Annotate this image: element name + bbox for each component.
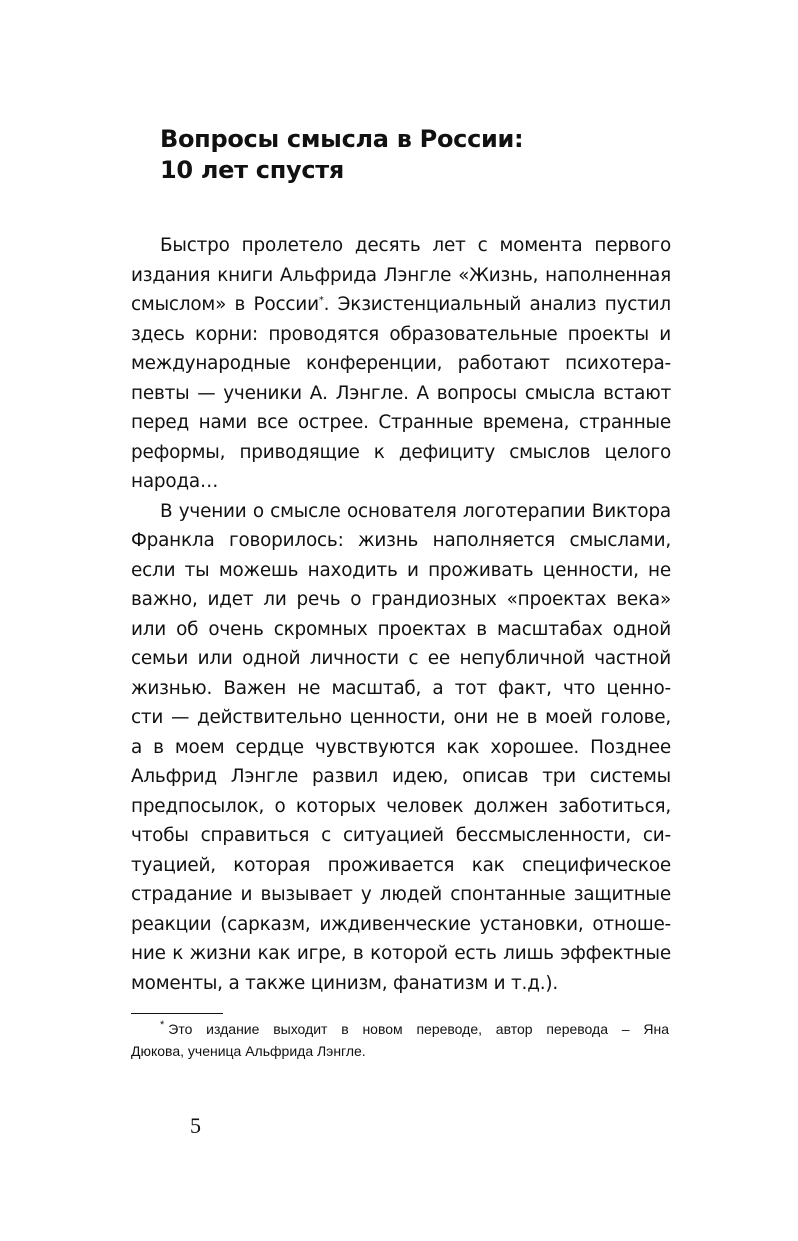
- text-line: если ты можешь находить и проживать ценности, не: [131, 559, 671, 581]
- text-line: или об очень скромных проектах в масштабах одной: [131, 618, 671, 640]
- footnote-text: Это издание выходит в новом переводе, автор перевода – Яна: [168, 1021, 669, 1037]
- text-line: жизнью. Важен не масштаб, а тот факт, что ценно-: [131, 677, 671, 699]
- text-line: международные конференции, работают психотера-: [131, 353, 671, 374]
- text-line: ние к жизни как игре, в которой есть лишь эффектные: [131, 943, 671, 964]
- chapter-body: [131, 231, 671, 998]
- text-line: реформы, приводящие к дефициту смыслов целого: [131, 441, 671, 463]
- text-line: сти — действительно ценности, они не в моей голове,: [131, 707, 671, 728]
- text-line: издания книги Альфрида Лэнгле «Жизнь, наполненная: [131, 264, 671, 286]
- footnote: [131, 1018, 669, 1062]
- footnote-marker: *: [160, 1019, 165, 1032]
- page-number: 5: [190, 1113, 201, 1138]
- text-line: Быстро пролетело десять лет с момента первого: [160, 235, 671, 256]
- footnote-line: Дюкова, ученица Альфрида Лэнгле.: [131, 1043, 366, 1059]
- text-line: семьи или одной личности с ее непубличной частной: [131, 648, 671, 669]
- text-line: а в моем сердце чувствуются как хорошее. Позднее: [131, 736, 671, 758]
- text-line: народа…: [131, 471, 219, 492]
- text-line: туацией, которая проживается как специфическое: [131, 854, 671, 876]
- footnote-line: [131, 1018, 669, 1040]
- paragraph-2: [131, 497, 671, 999]
- text-fragment: смыслом» в России: [131, 294, 319, 315]
- text-line: перед нами все острее. Странные времена, странные: [131, 412, 671, 433]
- text-line: певты — ученики А. Лэнгле. А вопросы смысла встают: [131, 382, 671, 404]
- text-line: важно, идет ли речь о грандиозных «проектах века»: [131, 589, 671, 610]
- text-line-with-footnote: [131, 290, 671, 320]
- text-line: Альфрид Лэнгле развил идею, описав три системы: [131, 766, 671, 787]
- text-line: здесь корни: проводятся образовательные проекты и: [131, 323, 671, 345]
- footnote-divider: [131, 1013, 223, 1014]
- text-line: страдание и вызывает у людей спонтанные защитные: [131, 884, 671, 905]
- text-line: реакции (сарказм, иждивенческие установки, отноше-: [131, 913, 671, 935]
- chapter-title-line: 10 лет спустя: [160, 156, 344, 184]
- chapter-title: [160, 124, 680, 186]
- text-fragment: . Экзистенциальный анализ пустил: [323, 294, 671, 315]
- text-line: предпосылок, о которых человек должен заботиться,: [131, 795, 671, 817]
- text-line: чтобы справиться с ситуацией бессмысленности, си-: [131, 825, 671, 846]
- footnote-reference: *: [318, 294, 324, 306]
- text-line: моменты, а также цинизм, фанатизм и т.д.).: [131, 972, 558, 994]
- chapter-title-line: Вопросы смысла в России:: [160, 125, 524, 153]
- text-line: Франкла говорилось: жизнь наполняется смыслами,: [131, 530, 671, 551]
- paragraph-1: [131, 231, 671, 497]
- text-line: В учении о смысле основателя логотерапии Виктора: [160, 500, 671, 522]
